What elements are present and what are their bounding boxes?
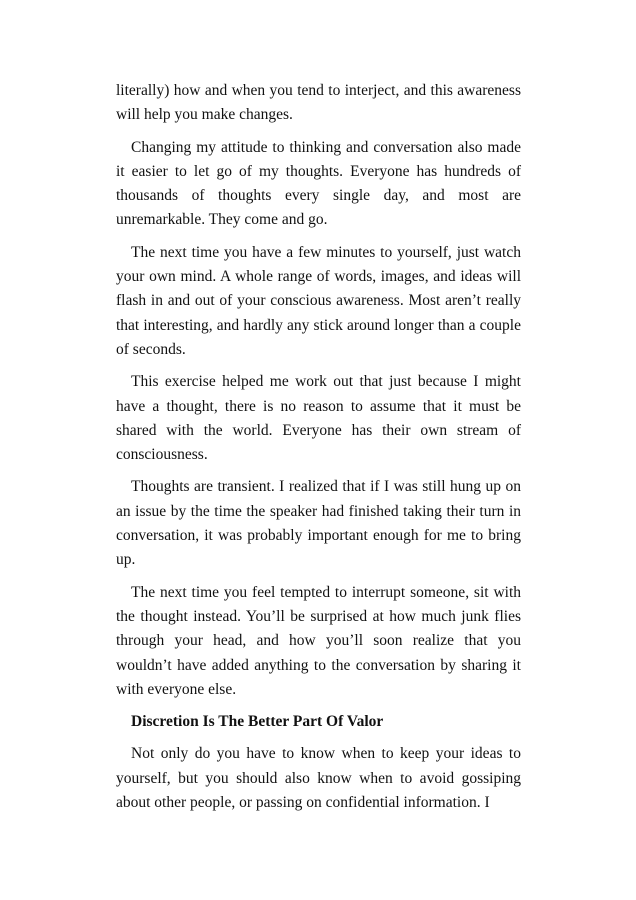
paragraph-exercise: This exercise helped me work out that just because I might have a thought, there is no reason to assume that it must be shared with the world. Everyone has their own stream of consciousness. [116,373,521,464]
paragraph-discretion: Not only do you have to know when to keep your ideas to yourself, but you should also know when to avoid gossiping about other people, or passing on confidential information. I [116,745,521,812]
section-heading: Discretion Is The Better Part Of Valor [131,713,384,731]
paragraph-continuation: literally) how and when you tend to interject, and this awareness will help you make changes. [116,82,521,124]
paragraph-watch-mind: The next time you have a few minutes to yourself, just watch your own mind. A whole range of words, images, and ideas will flash in and out of your conscious awareness. Most aren’t really that interesting, and hardly any stick around longer than a couple of seconds. [116,243,521,358]
paragraph-transient: Thoughts are transient. I realized that if I was still hung up on an issue by the time the speaker had finished taking their turn in conversation, it was probably important enough for me to bring up. [116,478,521,569]
document-page [116,79,521,823]
paragraph-attitude: Changing my attitude to thinking and conversation also made it easier to let go of my thoughts. Everyone has hundreds of thousands of thoughts every single day, and most are unremarkable. They come and go. [116,138,521,229]
paragraph-sit-with-thought: The next time you feel tempted to interrupt someone, sit with the thought instead. You’ll be surprised at how much junk flies through your head, and how you’ll soon realize that you wouldn’t have added anything to the conversation by sharing it with everyone else. [116,583,521,698]
